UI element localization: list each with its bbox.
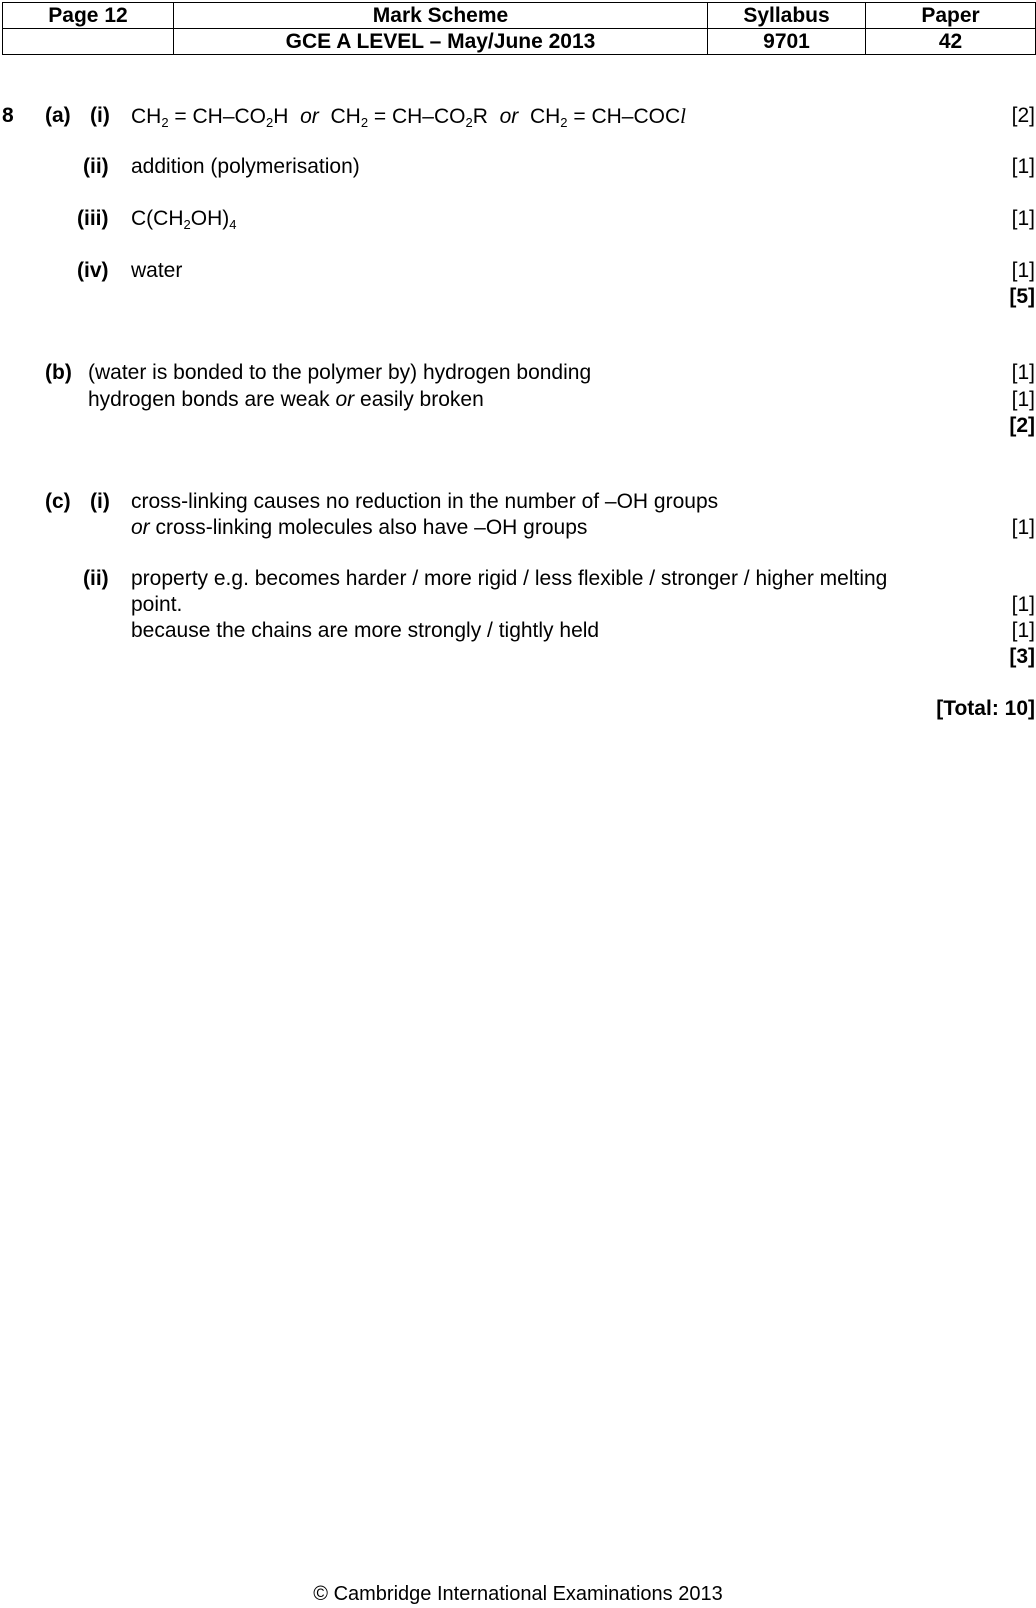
- or-text: or: [335, 388, 355, 411]
- part-c-i-line-2: or cross-linking molecules also have –OH groups: [131, 516, 588, 539]
- part-a-total: [5]: [1009, 285, 1035, 308]
- document-subtitle: GCE A LEVEL – May/June 2013: [174, 29, 708, 55]
- grand-total: [Total: 10]: [936, 697, 1035, 720]
- part-a-iv-answer: water: [131, 259, 183, 282]
- part-c-ii-line-1: property e.g. becomes harder / more rigid / less flexible / stronger / higher melting: [131, 567, 888, 590]
- part-a-iii-mark: [1]: [1011, 207, 1035, 230]
- part-c-i-mark: [1]: [1011, 516, 1035, 539]
- formula-ester: $CH_2 = CH-CO_2R$: [330, 105, 488, 130]
- syllabus-code: 9701: [708, 29, 866, 55]
- part-a-ii-label: (ii): [83, 155, 109, 178]
- formula-acid: $CH_2 = CH-CO_2H$: [131, 105, 289, 130]
- page-label: Page 12: [3, 3, 174, 29]
- or-text: or: [300, 105, 319, 128]
- copyright-footer: © Cambridge International Examinations 2013: [313, 1583, 723, 1605]
- part-b-label: (b): [45, 361, 72, 384]
- or-text: or: [499, 105, 519, 128]
- part-a-i-label: (i): [90, 104, 110, 127]
- question-number: 8: [2, 104, 14, 127]
- part-a-ii-answer: addition (polymerisation): [131, 155, 360, 178]
- part-c-ii-mark-2: [1]: [1011, 619, 1035, 642]
- part-a-iii-answer: $C(CH_2OH)_4$: [131, 207, 237, 232]
- part-c-ii-label: (ii): [83, 567, 109, 590]
- part-a-iv-mark: [1]: [1011, 259, 1035, 282]
- paper-label: Paper: [866, 3, 1036, 29]
- part-c-label: (c): [45, 490, 71, 513]
- part-c-total: [3]: [1009, 645, 1035, 668]
- or-text: or: [131, 516, 150, 539]
- part-b-total: [2]: [1009, 414, 1035, 437]
- paper-number: 42: [866, 29, 1036, 55]
- part-b-mark-1: [1]: [1011, 361, 1035, 384]
- part-a-iii-label: (iii): [77, 207, 109, 230]
- part-b-mark-2: [1]: [1011, 388, 1035, 411]
- document-title: Mark Scheme: [174, 3, 708, 29]
- part-a-ii-mark: [1]: [1011, 155, 1035, 178]
- part-c-i-label: (i): [90, 490, 110, 513]
- part-a-iv-label: (iv): [77, 259, 109, 282]
- part-a-i-mark: [2]: [1011, 104, 1035, 127]
- syllabus-label: Syllabus: [708, 3, 866, 29]
- part-c-i-line-1: cross-linking causes no reduction in the number of –OH groups: [131, 490, 719, 513]
- formula-acyl-chloride: $CH_2$ = CH–COCl: [529, 104, 686, 130]
- header-empty-cell: [3, 29, 174, 55]
- part-a-label: (a): [45, 104, 71, 127]
- header-table: [2, 2, 1036, 55]
- part-b-line-1: (water is bonded to the polymer by) hydrogen bonding: [88, 361, 592, 384]
- part-a-i-answer: [131, 103, 686, 130]
- part-c-ii-mark-1: [1]: [1011, 593, 1035, 616]
- part-b-line-2: hydrogen bonds are weak or easily broken: [88, 388, 484, 411]
- part-c-ii-line-2: point.: [131, 593, 183, 616]
- part-c-ii-line-3: because the chains are more strongly / tightly held: [131, 619, 600, 642]
